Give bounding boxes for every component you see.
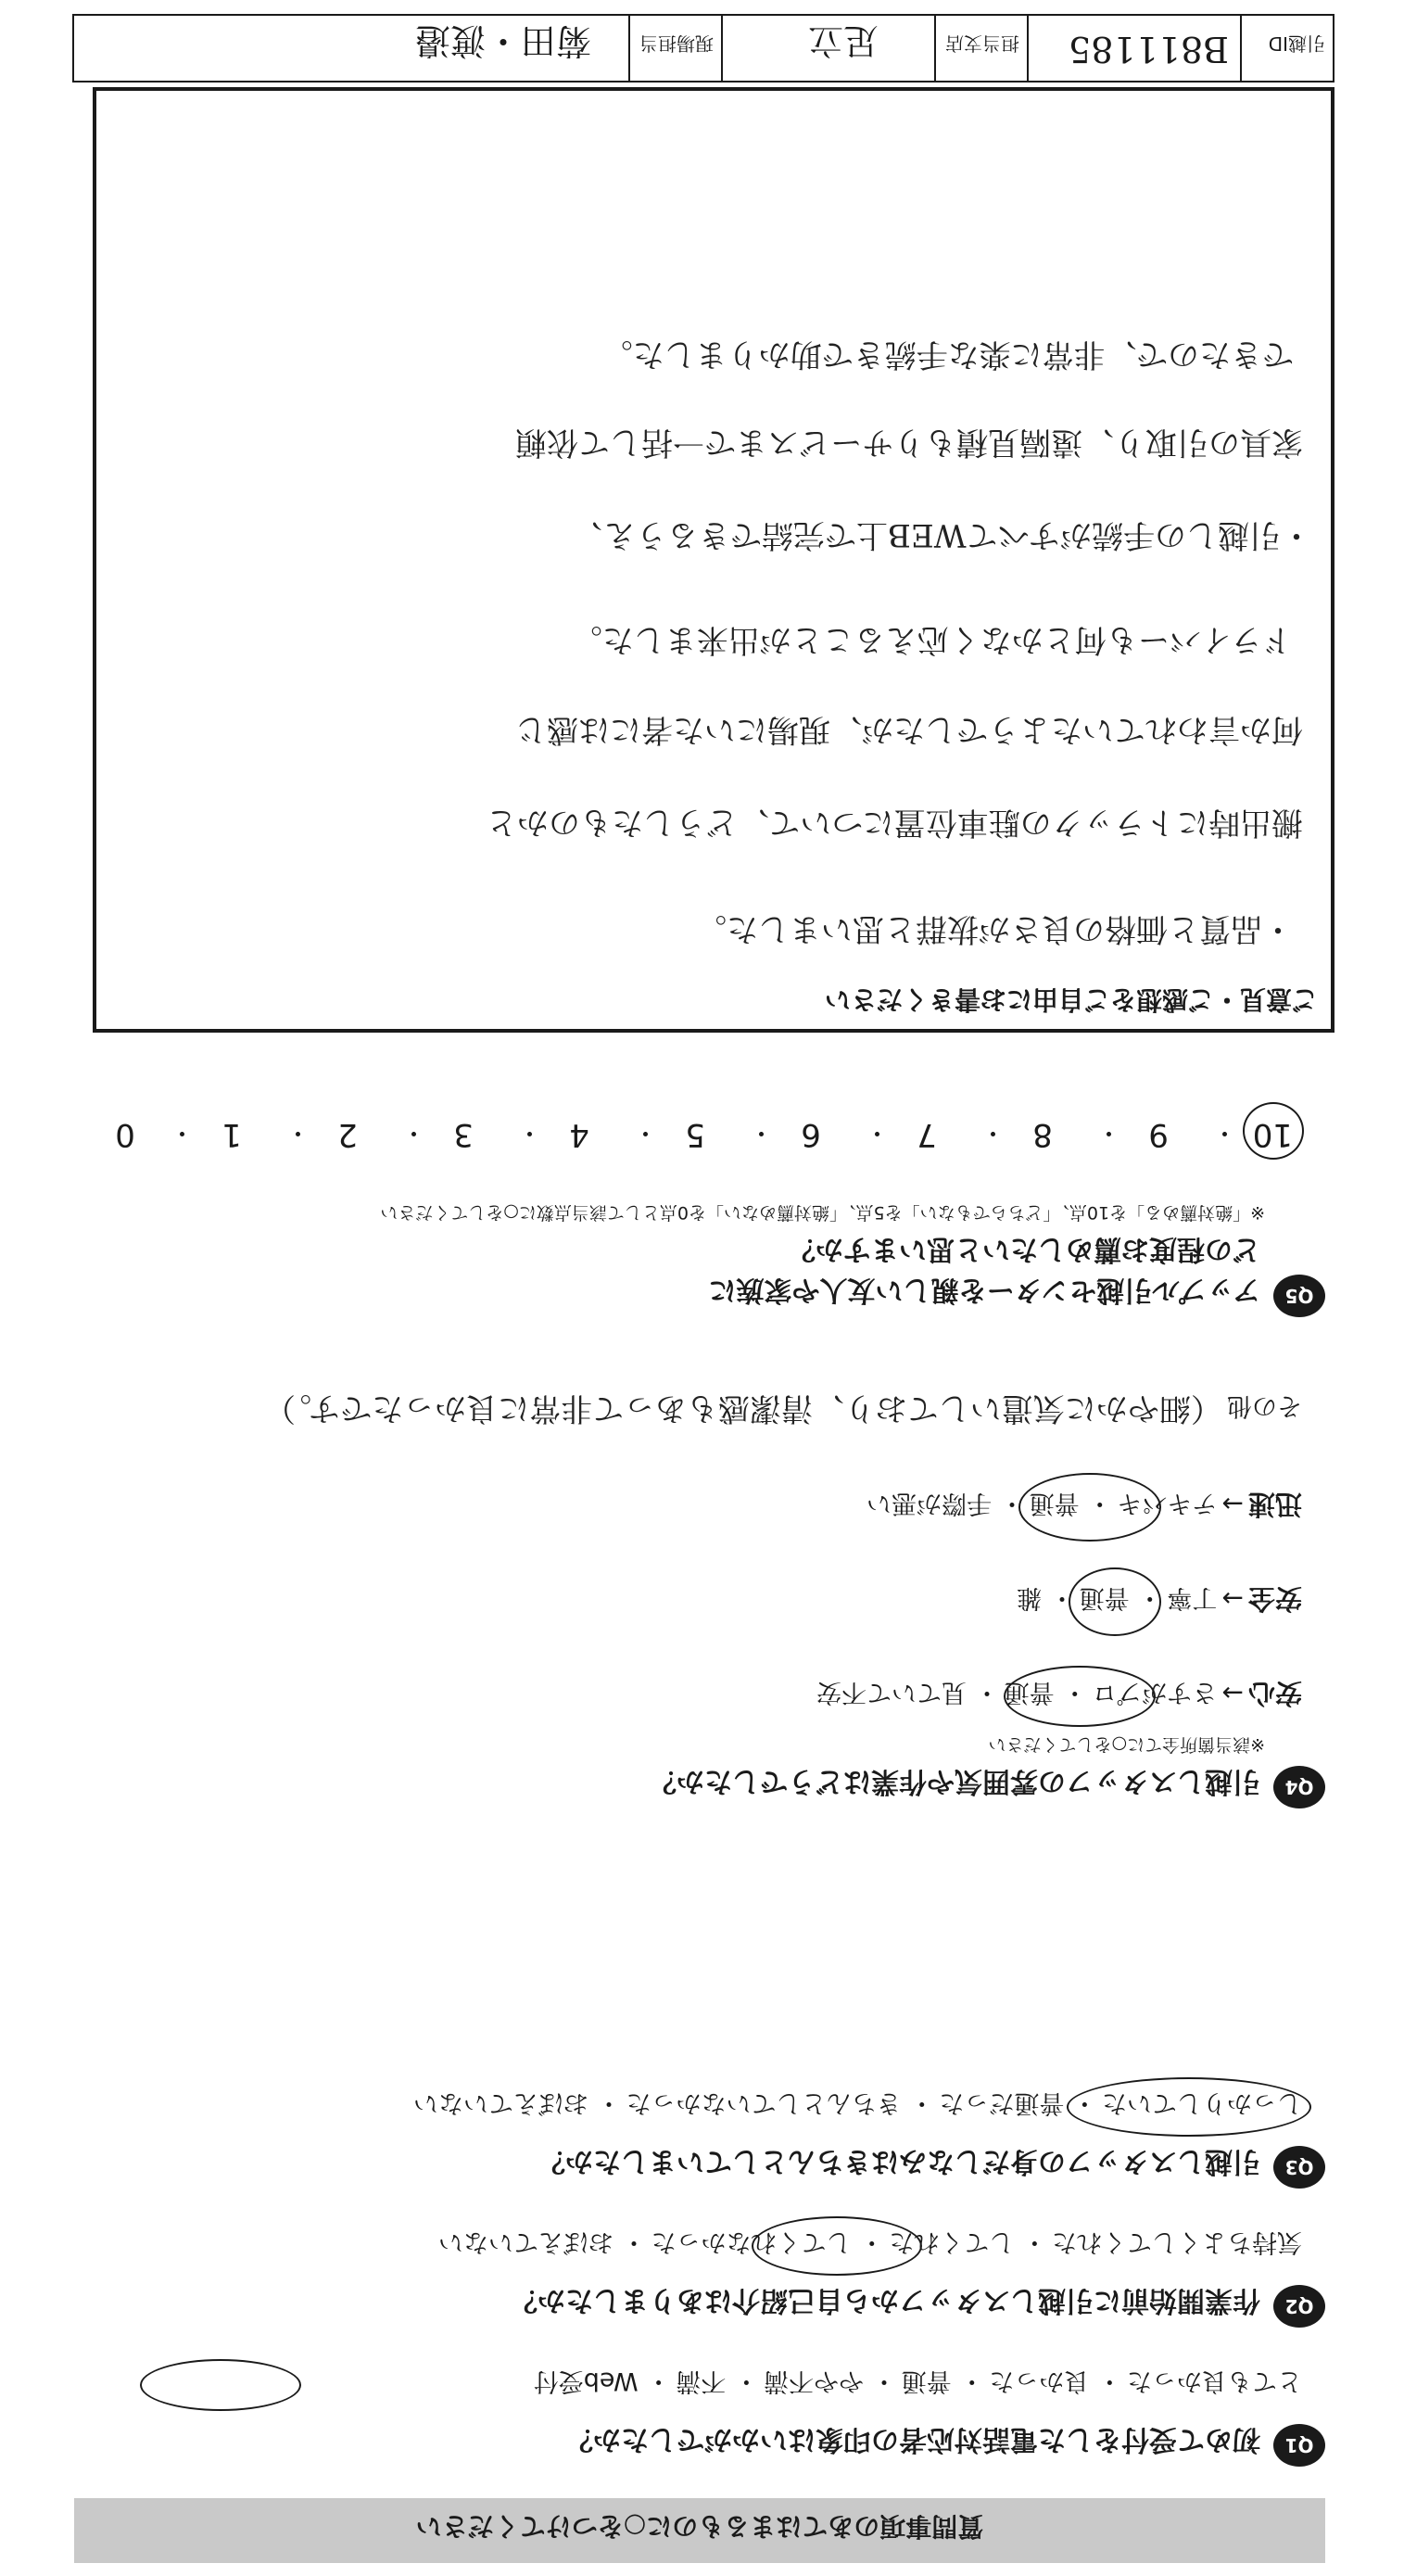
- score-option[interactable]: 3: [453, 1116, 474, 1153]
- score-option[interactable]: 2: [337, 1116, 358, 1153]
- comment-line: ・引越しの手続がすべてWEB上で完結できるうえ、: [570, 516, 1312, 553]
- score-option[interactable]: 5: [685, 1116, 705, 1153]
- q4-other: [264, 1389, 1302, 1434]
- comment-line: 搬出時にトラックの駐車位置について、どうしたものかと: [486, 804, 1303, 841]
- q4-other-label: その他: [1227, 1391, 1302, 1420]
- score-option[interactable]: 9: [1148, 1116, 1169, 1153]
- q4-other-handwriting[interactable]: （細やかに気遣いしており、清潔感もあって非常に良かったです。）: [263, 1390, 1222, 1427]
- q5-title-line1: アップル引越センターを親しい友人や家族に: [708, 1274, 1260, 1306]
- q4-option[interactable]: 手際が悪い: [866, 1489, 992, 1517]
- staff-value: 菊田・渡邉: [414, 20, 591, 61]
- q4-row-label: 安心: [1247, 1678, 1302, 1709]
- q3-option[interactable]: おぼえていない: [412, 2088, 588, 2117]
- q4-row-label: 安全: [1247, 1583, 1302, 1615]
- comment-line: 家具の引取り、遠隔見積もりサービスまで一括して依頼: [515, 424, 1303, 461]
- q3-badge: Q3: [1273, 2146, 1325, 2189]
- q4-option[interactable]: 普通: [1079, 1583, 1130, 1612]
- score-option[interactable]: 1: [221, 1116, 242, 1153]
- comment-line: 何か言われていたようでしたが、現場にいた者には感じ: [515, 711, 1303, 748]
- q2-selection-circle: [752, 2216, 922, 2276]
- q5-selection-circle: [1243, 1102, 1304, 1160]
- q4-row1-selection-circle: [1004, 1666, 1156, 1727]
- score-option[interactable]: 8: [1032, 1116, 1053, 1153]
- q4-row-jinsoku: 迅速 → テキパキ ・ 普通 ・ 手際が悪い: [866, 1489, 1302, 1520]
- id-label-cell: 引越ID: [1240, 16, 1333, 81]
- q3-options: しっかりしていた ・ 普通だった ・ きちんとしていなかった ・ おぼえていない: [412, 2088, 1302, 2117]
- comment-line: ・品質と価格の良さが抜群と思いました。: [695, 910, 1294, 947]
- q4-row-anshin: 安心 → さすがプロ ・ 普通 ・ 見ていて不安: [816, 1678, 1302, 1709]
- score-option-selected[interactable]: 10: [1252, 1116, 1293, 1153]
- staff-value-cell: [74, 16, 628, 81]
- id-value: B811185: [1069, 29, 1229, 70]
- id-value-cell: [1027, 16, 1240, 81]
- q2-option[interactable]: 気持ちよくしてくれた: [1052, 2227, 1302, 2256]
- q5-note: ※「絶対薦める」を10点、「どちらでもない」を5点、「絶対薦めない」を0点として該当点数に○をしてください: [380, 1202, 1265, 1223]
- instruction-band: [74, 2498, 1325, 2563]
- q3-option[interactable]: 普通だった: [939, 2088, 1065, 2117]
- q2-option-selected[interactable]: してくれた: [889, 2227, 1015, 2256]
- staff-label-cell: 現場担当: [628, 16, 721, 81]
- q1-option[interactable]: 良かった: [989, 2367, 1090, 2395]
- q4-option[interactable]: 普通: [1004, 1678, 1055, 1707]
- score-option[interactable]: 4: [569, 1116, 589, 1153]
- instruction-text: 質問事項のあてはまるものに○をつけてください: [415, 2511, 984, 2542]
- q2-option[interactable]: してくれなかった: [651, 2227, 852, 2256]
- q4-option-selected[interactable]: さすがプロ: [1092, 1678, 1218, 1707]
- q4-option[interactable]: 普通: [1029, 1489, 1080, 1517]
- q4-row2-selection-circle: [1069, 1567, 1161, 1636]
- q1-option[interactable]: とても良かった: [1127, 2367, 1302, 2395]
- footer-table: [72, 14, 1334, 82]
- comment-box[interactable]: [93, 87, 1334, 1033]
- q5-title-line2: どの程度お薦めしたいと思いますか？: [788, 1233, 1260, 1265]
- q4-option[interactable]: 雑: [1016, 1583, 1042, 1612]
- q1-options: とても良かった ・ 良かった ・ 普通 ・ やや不満 ・ 不満 ・ Web受付: [533, 2367, 1302, 2395]
- q5-scale: 10 ・ 9 ・ 8 ・ 7 ・ 6 ・ 5 ・ 4 ・ 3 ・ 2 ・ 1 ・ 0: [107, 1107, 1293, 1153]
- q2-badge: Q2: [1273, 2285, 1325, 2328]
- comment-line: ドライバーも何とかなく応えることが出来ました。: [570, 621, 1294, 658]
- q4-option[interactable]: 見ていて不安: [816, 1678, 967, 1707]
- q2-option[interactable]: おぼえていない: [437, 2227, 613, 2256]
- score-option[interactable]: 6: [801, 1116, 821, 1153]
- q4-option-selected[interactable]: 丁寧: [1167, 1583, 1218, 1612]
- q4-badge: Q4: [1273, 1766, 1325, 1808]
- q3-option-selected[interactable]: しっかりしていた: [1102, 2088, 1302, 2117]
- q3-title: 引越しスタッフの身だしなみはきちんとしていましたか？: [538, 2145, 1260, 2177]
- q4-note: ※該当箇所全てに○をしてください: [988, 1734, 1265, 1755]
- branch-value-cell: [721, 16, 934, 81]
- branch-label-cell: 担当支店: [934, 16, 1027, 81]
- q1-option-selected[interactable]: Web受付: [533, 2367, 639, 2395]
- comment-line: できたので、非常に楽な手続きで助かりました。: [601, 336, 1294, 373]
- score-option[interactable]: 0: [115, 1116, 135, 1153]
- q4-option-selected[interactable]: テキパキ: [1117, 1489, 1218, 1517]
- score-option[interactable]: 7: [917, 1116, 937, 1153]
- q1-badge: Q1: [1273, 2424, 1325, 2467]
- branch-value: 足立: [807, 20, 879, 61]
- q1-title: 初めて受付をした電話対応者の印象はいかがでしたか？: [565, 2423, 1260, 2455]
- q4-title: 引越しスタッフの雰囲気や作業はどうでしたか？: [649, 1765, 1260, 1797]
- q5-badge: Q5: [1273, 1275, 1325, 1317]
- q3-selection-circle: [1067, 2077, 1311, 2137]
- q1-option[interactable]: 不満: [676, 2367, 727, 2395]
- q1-option[interactable]: 普通: [901, 2367, 952, 2395]
- q1-selection-circle: [140, 2359, 301, 2411]
- q1-option[interactable]: やや不満: [763, 2367, 864, 2395]
- q3-option[interactable]: きちんとしていなかった: [626, 2088, 902, 2117]
- q2-options: 気持ちよくしてくれた ・ してくれた ・ してくれなかった ・ おぼえていない: [437, 2227, 1302, 2256]
- q4-row-label: 迅速: [1247, 1489, 1302, 1520]
- q4-row-anzen: 安全 → 丁寧 ・ 普通 ・ 雑: [1016, 1583, 1302, 1615]
- comment-title: ご意見・ご感想をご自由にお書きください: [824, 984, 1318, 1015]
- q2-title: 作業開始前に引越しスタッフから自己紹介はありましたか？: [510, 2284, 1260, 2316]
- q4-row3-selection-circle: [1018, 1473, 1161, 1542]
